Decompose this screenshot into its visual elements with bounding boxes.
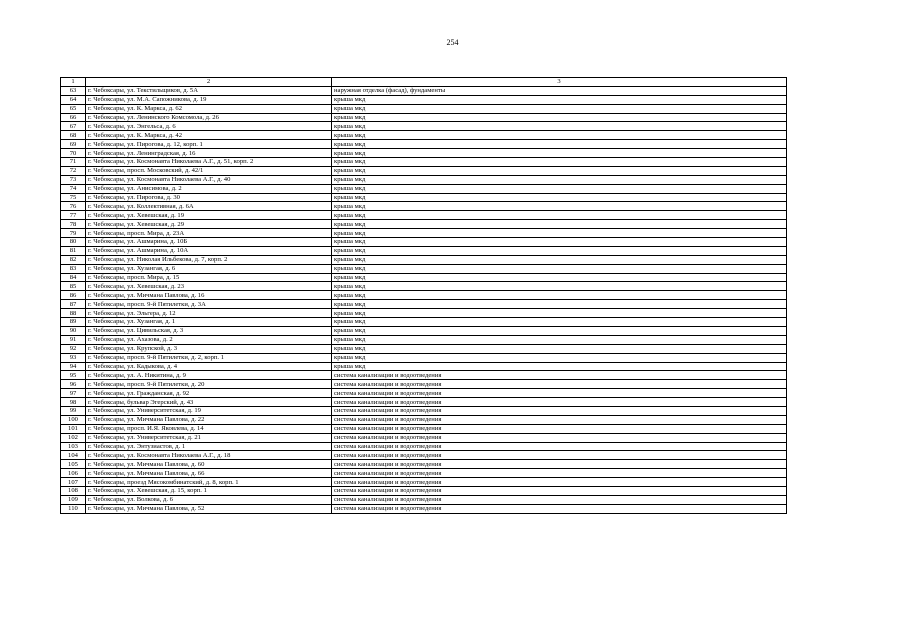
row-address: г. Чебоксары, ул. Университетская, д. 19 — [86, 406, 332, 415]
column-header-work-type: 3 — [332, 78, 787, 87]
row-address: г. Чебоксары, ул. Ленинского Комсомола, д. 26 — [86, 113, 332, 122]
row-address: г. Чебоксары, ул. Крупской, д. 3 — [86, 344, 332, 353]
page-number: 254 — [446, 38, 459, 47]
row-number: 86 — [61, 291, 86, 300]
table-row — [61, 318, 787, 327]
row-number: 92 — [61, 344, 86, 353]
row-address: г. Чебоксары, ул. Университетская, д. 21 — [86, 433, 332, 442]
table-row — [61, 486, 787, 495]
row-work-type: крыша мкд — [332, 211, 787, 220]
row-work-type: крыша мкд — [332, 149, 787, 158]
row-work-type: наружная отделка (фасад), фундаменты — [332, 86, 787, 95]
row-address: г. Чебоксары, ул. Цивильская, д. 3 — [86, 326, 332, 335]
row-address: г. Чебоксары, просп. 9-й Пятилетки, д. 2, корп. 1 — [86, 353, 332, 362]
row-address: г. Чебоксары, ул. Мичмана Павлова, д. 22 — [86, 415, 332, 424]
row-number: 94 — [61, 362, 86, 371]
row-address: г. Чебоксары, ул. Хузангая, д. 6 — [86, 264, 332, 273]
table-row — [61, 504, 787, 513]
row-address: г. Чебоксары, ул. Анисимова, д. 2 — [86, 184, 332, 193]
table-row — [61, 406, 787, 415]
table-row — [61, 104, 787, 113]
row-work-type: крыша мкд — [332, 175, 787, 184]
row-work-type: крыша мкд — [332, 95, 787, 104]
row-number: 93 — [61, 353, 86, 362]
table-row — [61, 158, 787, 167]
row-address: г. Чебоксары, просп. Мира, д. 23А — [86, 229, 332, 238]
table-row — [61, 113, 787, 122]
row-work-type: крыша мкд — [332, 273, 787, 282]
table-row — [61, 353, 787, 362]
row-number: 100 — [61, 415, 86, 424]
row-work-type: система канализации и водоотведения — [332, 451, 787, 460]
row-address: г. Чебоксары, ул. Ленинградская, д. 16 — [86, 149, 332, 158]
row-work-type: система канализации и водоотведения — [332, 504, 787, 513]
row-number: 67 — [61, 122, 86, 131]
table-row — [61, 273, 787, 282]
table-row — [61, 335, 787, 344]
row-number: 85 — [61, 282, 86, 291]
row-work-type: крыша мкд — [332, 158, 787, 167]
row-work-type: система канализации и водоотведения — [332, 442, 787, 451]
row-address: г. Чебоксары, ул. Хузангая, д. 1 — [86, 318, 332, 327]
row-number: 88 — [61, 309, 86, 318]
table-row — [61, 220, 787, 229]
row-work-type: система канализации и водоотведения — [332, 380, 787, 389]
row-work-type: крыша мкд — [332, 140, 787, 149]
table-row — [61, 184, 787, 193]
row-work-type: крыша мкд — [332, 318, 787, 327]
row-work-type: система канализации и водоотведения — [332, 469, 787, 478]
row-address: г. Чебоксары, ул. Кадыкова, д. 4 — [86, 362, 332, 371]
table-row — [61, 211, 787, 220]
table-row — [61, 193, 787, 202]
row-address: г. Чебоксары, ул. Мичмана Павлова, д. 16 — [86, 291, 332, 300]
table-row — [61, 380, 787, 389]
row-number: 108 — [61, 486, 86, 495]
table-row — [61, 398, 787, 407]
row-number: 73 — [61, 175, 86, 184]
row-work-type: крыша мкд — [332, 335, 787, 344]
row-work-type: крыша мкд — [332, 122, 787, 131]
row-number: 89 — [61, 318, 86, 327]
row-work-type: крыша мкд — [332, 104, 787, 113]
table-row — [61, 140, 787, 149]
row-address: г. Чебоксары, ул. Волкова, д. 6 — [86, 495, 332, 504]
row-work-type: крыша мкд — [332, 238, 787, 247]
row-work-type: крыша мкд — [332, 246, 787, 255]
row-number: 84 — [61, 273, 86, 282]
table-row — [61, 246, 787, 255]
row-work-type: система канализации и водоотведения — [332, 406, 787, 415]
row-work-type: крыша мкд — [332, 229, 787, 238]
row-number: 82 — [61, 255, 86, 264]
row-work-type: крыша мкд — [332, 326, 787, 335]
row-address: г. Чебоксары, ул. Коллективная, д. 6А — [86, 202, 332, 211]
row-number: 105 — [61, 460, 86, 469]
row-address: г. Чебоксары, ул. Ашмарина, д. 10А — [86, 246, 332, 255]
row-address: г. Чебоксары, ул. Мичмана Павлова, д. 60 — [86, 460, 332, 469]
row-address: г. Чебоксары, ул. Космонавта Николаева А.Г., д. 40 — [86, 175, 332, 184]
row-number: 75 — [61, 193, 86, 202]
row-work-type: крыша мкд — [332, 362, 787, 371]
row-number: 90 — [61, 326, 86, 335]
row-address: г. Чебоксары, ул. К. Маркса, д. 62 — [86, 104, 332, 113]
row-address: г. Чебоксары, ул. Пирогова, д. 30 — [86, 193, 332, 202]
row-work-type: система канализации и водоотведения — [332, 371, 787, 380]
row-number: 101 — [61, 424, 86, 433]
column-header-number: 1 — [61, 78, 86, 87]
row-work-type: крыша мкд — [332, 291, 787, 300]
row-address: г. Чебоксары, ул. Николая Ильбекова, д. 7, корп. 2 — [86, 255, 332, 264]
table-row — [61, 478, 787, 487]
row-number: 71 — [61, 158, 86, 167]
row-number: 83 — [61, 264, 86, 273]
row-address: г. Чебоксары, просп. Московский, д. 42/1 — [86, 166, 332, 175]
row-address: г. Чебоксары, ул. Текстильщиков, д. 5А — [86, 86, 332, 95]
table-row — [61, 175, 787, 184]
row-number: 103 — [61, 442, 86, 451]
row-address: г. Чебоксары, бульвар Эгерский, д. 43 — [86, 398, 332, 407]
table-row — [61, 424, 787, 433]
row-number: 70 — [61, 149, 86, 158]
table-row — [61, 122, 787, 131]
row-number: 96 — [61, 380, 86, 389]
row-work-type: крыша мкд — [332, 166, 787, 175]
row-number: 63 — [61, 86, 86, 95]
row-address: г. Чебоксары, ул. Гражданская, д. 92 — [86, 389, 332, 398]
table-row — [61, 131, 787, 140]
row-address: г. Чебоксары, ул. К. Маркса, д. 42 — [86, 131, 332, 140]
row-work-type: крыша мкд — [332, 300, 787, 309]
row-address: г. Чебоксары, просп. И.Я. Яковлева, д. 14 — [86, 424, 332, 433]
table-row — [61, 469, 787, 478]
row-work-type: система канализации и водоотведения — [332, 415, 787, 424]
row-number: 104 — [61, 451, 86, 460]
row-work-type: система канализации и водоотведения — [332, 486, 787, 495]
row-number: 77 — [61, 211, 86, 220]
table-row — [61, 362, 787, 371]
table-row — [61, 309, 787, 318]
row-number: 87 — [61, 300, 86, 309]
row-number: 91 — [61, 335, 86, 344]
row-work-type: крыша мкд — [332, 309, 787, 318]
row-work-type: крыша мкд — [332, 113, 787, 122]
row-address: г. Чебоксары, просп. Мира, д. 15 — [86, 273, 332, 282]
row-number: 106 — [61, 469, 86, 478]
row-address: г. Чебоксары, ул. Хевешская, д. 19 — [86, 211, 332, 220]
row-work-type: крыша мкд — [332, 353, 787, 362]
row-work-type: крыша мкд — [332, 264, 787, 273]
row-work-type: крыша мкд — [332, 202, 787, 211]
row-work-type: система канализации и водоотведения — [332, 424, 787, 433]
row-address: г. Чебоксары, ул. Космонавта Николаева А.Г., д. 51, корп. 2 — [86, 158, 332, 167]
row-address: г. Чебоксары, ул. А. Никитина, д. 9 — [86, 371, 332, 380]
row-address: г. Чебоксары, ул. Мичмана Павлова, д. 66 — [86, 469, 332, 478]
row-address: г. Чебоксары, проезд Мясокомбинатский, д. 8, корп. 1 — [86, 478, 332, 487]
row-work-type: система канализации и водоотведения — [332, 398, 787, 407]
table-row — [61, 344, 787, 353]
table-row — [61, 264, 787, 273]
table-row — [61, 300, 787, 309]
row-address: г. Чебоксары, просп. 9-й Пятилетки, д. 3А — [86, 300, 332, 309]
row-number: 99 — [61, 406, 86, 415]
row-number: 68 — [61, 131, 86, 140]
row-number: 109 — [61, 495, 86, 504]
table-row — [61, 415, 787, 424]
row-work-type: крыша мкд — [332, 131, 787, 140]
row-number: 66 — [61, 113, 86, 122]
row-number: 69 — [61, 140, 86, 149]
row-work-type: система канализации и водоотведения — [332, 433, 787, 442]
row-work-type: крыша мкд — [332, 255, 787, 264]
row-work-type: крыша мкд — [332, 282, 787, 291]
table-header-row — [61, 78, 787, 87]
row-address: г. Чебоксары, ул. Ахазова, д. 2 — [86, 335, 332, 344]
row-work-type: крыша мкд — [332, 184, 787, 193]
row-work-type: крыша мкд — [332, 193, 787, 202]
row-number: 102 — [61, 433, 86, 442]
row-number: 78 — [61, 220, 86, 229]
table-row — [61, 451, 787, 460]
row-number: 74 — [61, 184, 86, 193]
table-row — [61, 433, 787, 442]
row-number: 98 — [61, 398, 86, 407]
row-number: 97 — [61, 389, 86, 398]
row-number: 64 — [61, 95, 86, 104]
table-row — [61, 149, 787, 158]
row-address: г. Чебоксары, ул. Космонавта Николаева А.Г., д. 18 — [86, 451, 332, 460]
row-work-type: система канализации и водоотведения — [332, 478, 787, 487]
row-number: 107 — [61, 478, 86, 487]
row-number: 81 — [61, 246, 86, 255]
table-row — [61, 166, 787, 175]
table-row — [61, 238, 787, 247]
row-address: г. Чебоксары, ул. Хевешская, д. 29 — [86, 220, 332, 229]
row-number: 80 — [61, 238, 86, 247]
table-row — [61, 371, 787, 380]
row-number: 95 — [61, 371, 86, 380]
row-work-type: система канализации и водоотведения — [332, 495, 787, 504]
table-row — [61, 291, 787, 300]
row-address: г. Чебоксары, просп. 9-й Пятилетки, д. 20 — [86, 380, 332, 389]
table-row — [61, 442, 787, 451]
column-header-address: 2 — [86, 78, 332, 87]
row-work-type: крыша мкд — [332, 344, 787, 353]
row-address: г. Чебоксары, ул. Хевешская, д. 15, корп. 1 — [86, 486, 332, 495]
row-address: г. Чебоксары, ул. Хевешская, д. 23 — [86, 282, 332, 291]
row-address: г. Чебоксары, ул. Эльгера, д. 12 — [86, 309, 332, 318]
row-number: 65 — [61, 104, 86, 113]
row-address: г. Чебоксары, ул. Пирогова, д. 12, корп. 1 — [86, 140, 332, 149]
row-number: 76 — [61, 202, 86, 211]
row-number: 72 — [61, 166, 86, 175]
table-row — [61, 95, 787, 104]
table-row — [61, 202, 787, 211]
row-address: г. Чебоксары, ул. Энтузиастов, д. 1 — [86, 442, 332, 451]
row-number: 79 — [61, 229, 86, 238]
table-row — [61, 229, 787, 238]
table-row — [61, 460, 787, 469]
table-row — [61, 326, 787, 335]
row-address: г. Чебоксары, ул. Ашмарина, д. 10Б — [86, 238, 332, 247]
row-work-type: система канализации и водоотведения — [332, 460, 787, 469]
table-row — [61, 282, 787, 291]
housing-register-table — [60, 77, 787, 514]
table-row — [61, 255, 787, 264]
row-address: г. Чебоксары, ул. М.А. Сапожникова, д. 19 — [86, 95, 332, 104]
table-row — [61, 389, 787, 398]
row-work-type: система канализации и водоотведения — [332, 389, 787, 398]
row-work-type: крыша мкд — [332, 220, 787, 229]
table-row — [61, 495, 787, 504]
table-row — [61, 86, 787, 95]
row-address: г. Чебоксары, ул. Энгельса, д. 6 — [86, 122, 332, 131]
row-address: г. Чебоксары, ул. Мичмана Павлова, д. 52 — [86, 504, 332, 513]
row-number: 110 — [61, 504, 86, 513]
table-body — [61, 86, 787, 513]
